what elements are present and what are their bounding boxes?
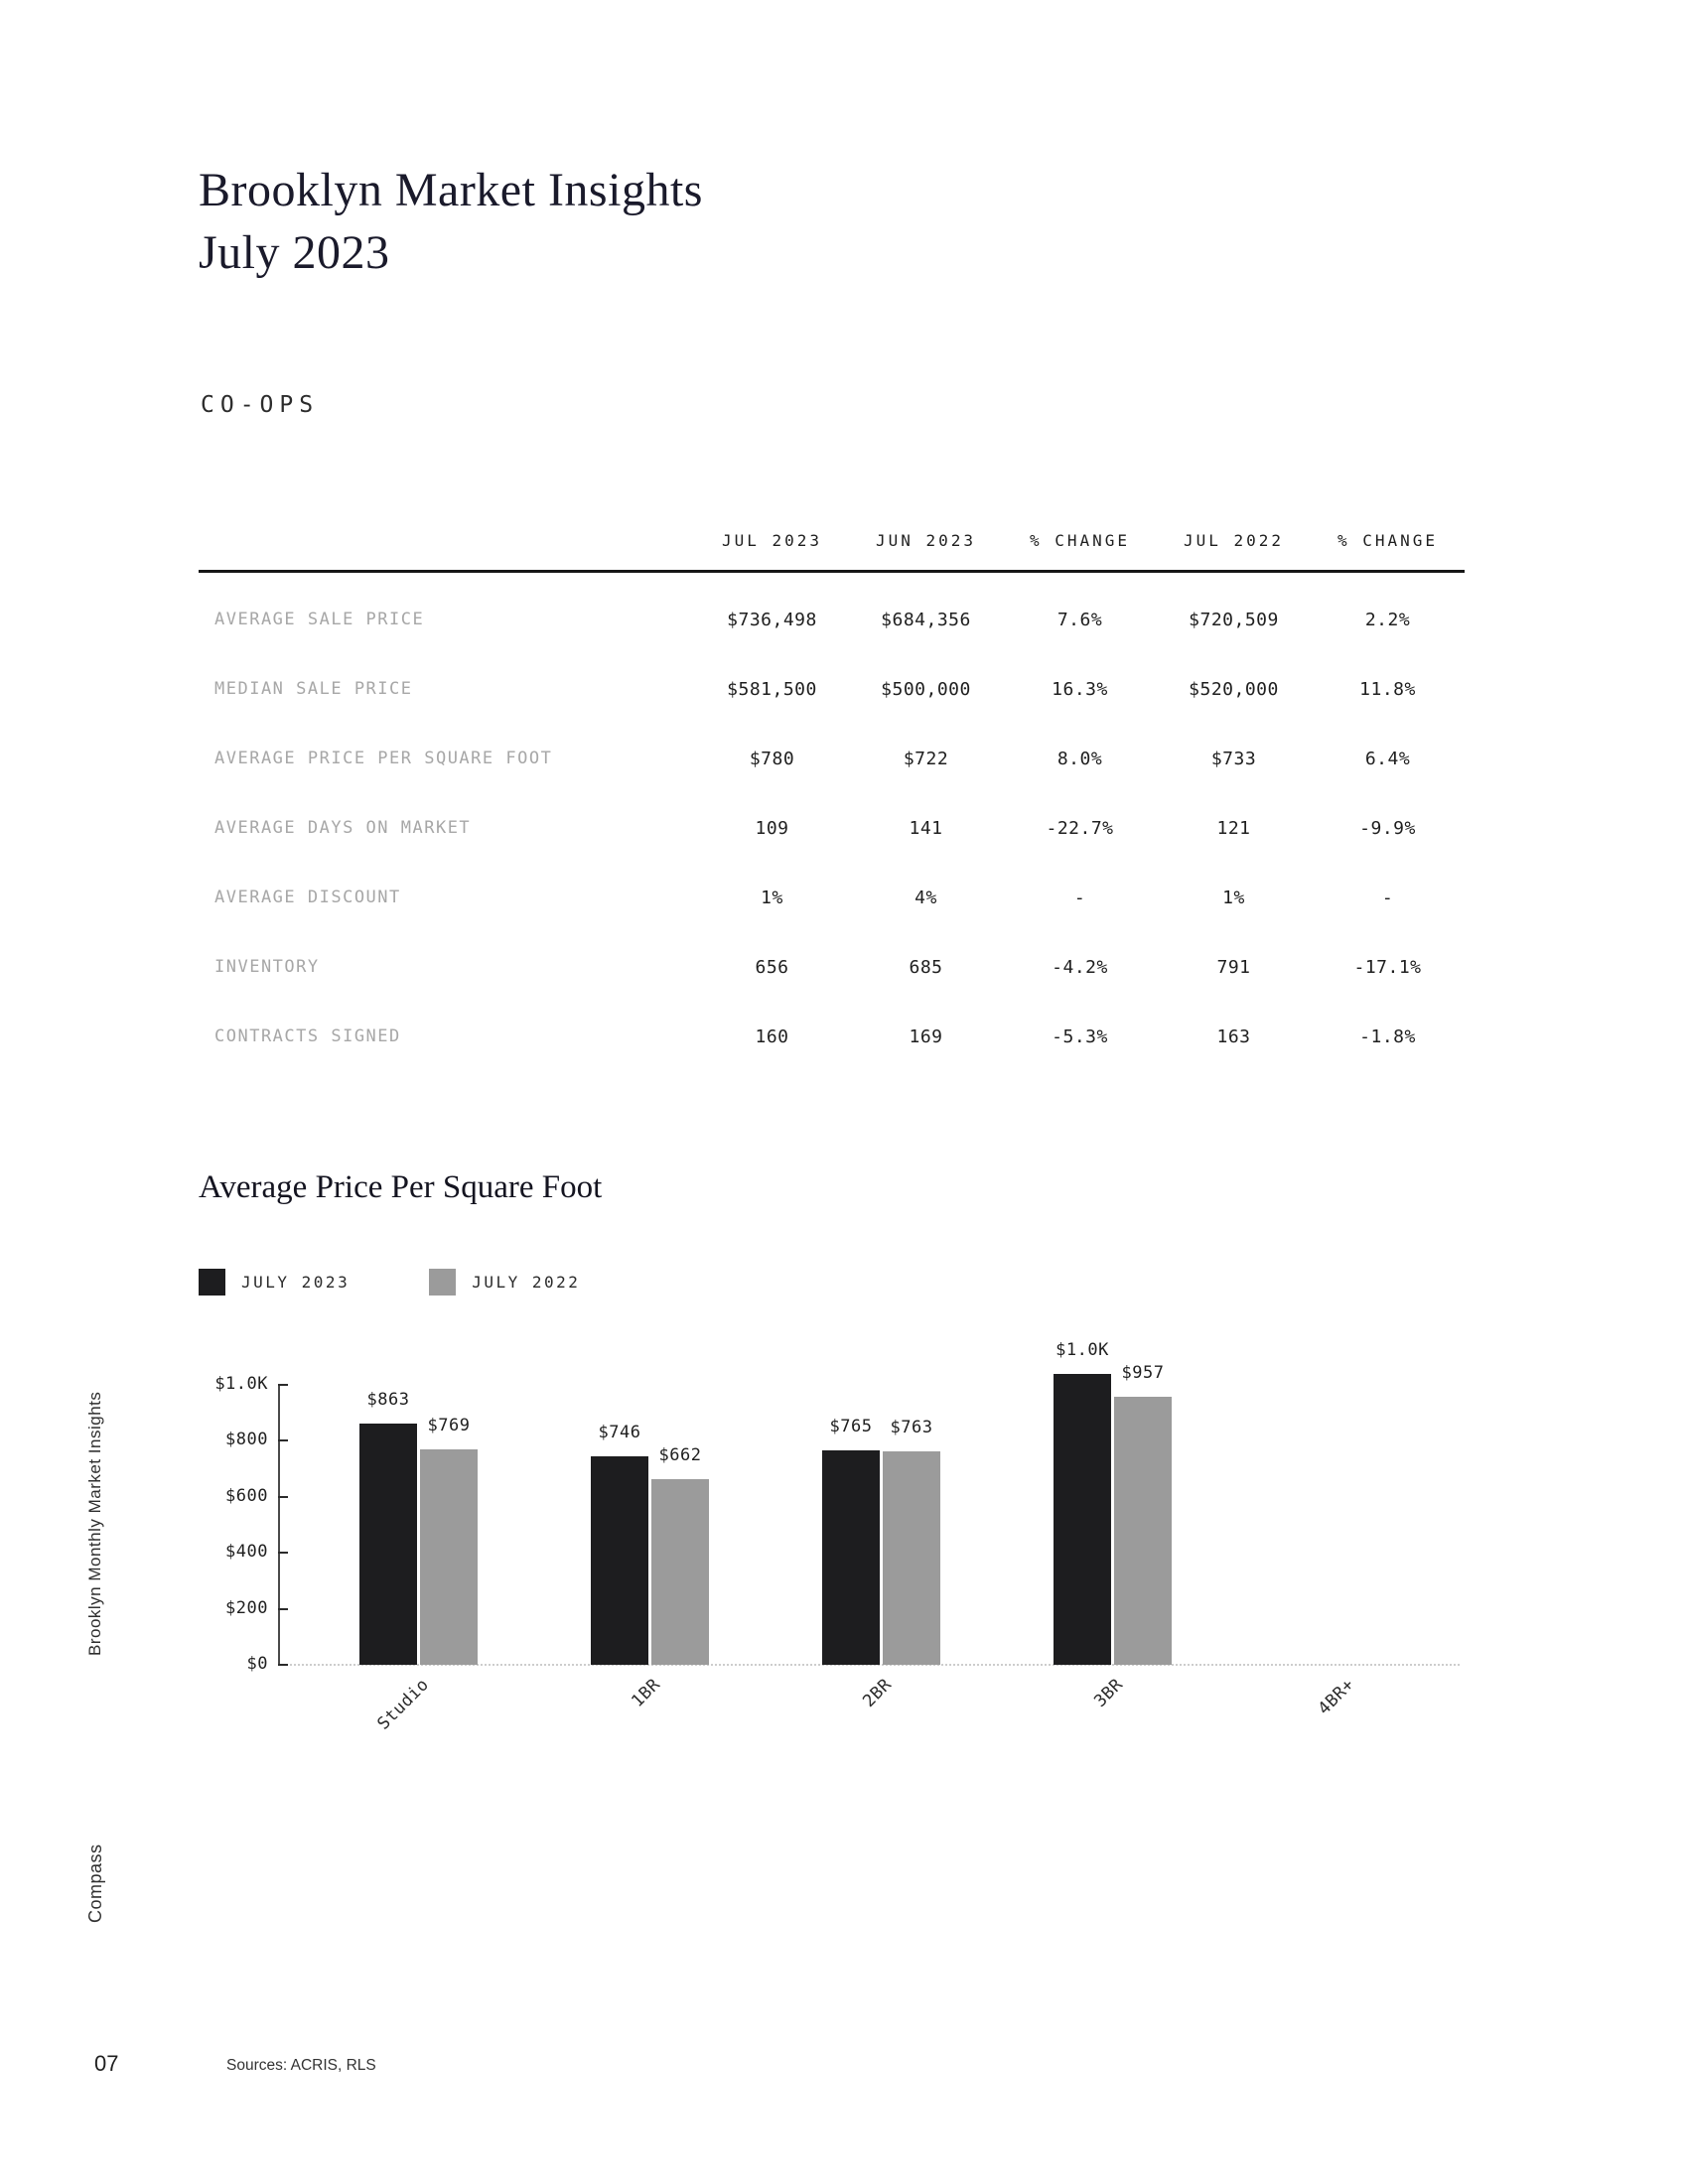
bar-value-label: $957 (1121, 1363, 1165, 1384)
price-per-sqft-chart (199, 1339, 1465, 1734)
chart-groups (278, 1339, 1460, 1734)
bar-july-2023 (1054, 1339, 1111, 1665)
table-cell: $581,500 (727, 678, 817, 700)
table-cell: 1% (1222, 887, 1245, 908)
row-label: AVERAGE SALE PRICE (214, 610, 425, 629)
table-row (199, 863, 1465, 932)
bar-pair (591, 1385, 709, 1665)
table-cell: 656 (755, 956, 789, 978)
column-header-2: JUN 2023 (875, 531, 977, 550)
sources-note: Sources: ACRIS, RLS (226, 2057, 376, 2074)
y-tick-label: $400 (225, 1542, 268, 1563)
table-cell: - (1381, 887, 1394, 908)
table-cell: -1.8% (1359, 1025, 1416, 1047)
table-cell: 169 (909, 1025, 943, 1047)
table-cell: $780 (749, 748, 795, 769)
table-cell: 6.4% (1364, 748, 1411, 769)
table-cell: 109 (755, 817, 789, 839)
column-header-4: JUL 2022 (1183, 531, 1285, 550)
bar-july-2023 (591, 1422, 648, 1665)
row-label: MEDIAN SALE PRICE (214, 679, 413, 699)
y-tick-label: $0 (246, 1654, 268, 1674)
legend-swatch-icon (199, 1269, 225, 1296)
category-label: 3BR (1089, 1675, 1127, 1711)
table-cell: -22.7% (1046, 817, 1114, 839)
legend-swatch-icon (429, 1269, 456, 1296)
chart-group-1br (534, 1385, 766, 1711)
table-cell: 685 (909, 956, 943, 978)
bar-value-label: $769 (427, 1416, 471, 1436)
chart-group-studio (303, 1385, 534, 1734)
chart-title: Average Price Per Square Foot (199, 1169, 603, 1205)
table-header-row (199, 531, 1465, 573)
category-label: Studio (372, 1675, 433, 1734)
table-cell: 8.0% (1056, 748, 1103, 769)
table-cell: $736,498 (727, 609, 817, 630)
coops-metrics-table (199, 531, 1465, 1071)
legend-label: JULY 2023 (241, 1273, 351, 1292)
table-cell: 791 (1216, 956, 1251, 978)
table-cell: 11.8% (1359, 678, 1416, 700)
coops-table-body (199, 573, 1465, 1071)
bar-pair (822, 1385, 940, 1665)
table-row (199, 1002, 1465, 1071)
column-header-5: % CHANGE (1336, 531, 1439, 550)
bar-july-2023 (822, 1417, 880, 1665)
chart-group-4br (1228, 1385, 1460, 1719)
table-cell: 4% (914, 887, 937, 908)
row-label: AVERAGE DAYS ON MARKET (214, 818, 472, 838)
column-header-1: JUL 2023 (721, 531, 823, 550)
table-cell: $500,000 (881, 678, 971, 700)
section-label-coops: CO-OPS (201, 392, 320, 418)
category-label: 1BR (627, 1675, 664, 1711)
table-cell: -5.3% (1052, 1025, 1108, 1047)
bar-value-label: $746 (598, 1422, 641, 1442)
bar-july-2022 (1114, 1363, 1172, 1665)
row-label: AVERAGE PRICE PER SQUARE FOOT (214, 749, 553, 768)
table-cell: $722 (903, 748, 949, 769)
bar-value-label: $662 (658, 1445, 702, 1466)
sidebar-vertical-text: Brooklyn Monthly Market Insights (85, 1391, 104, 1656)
table-cell: 16.3% (1052, 678, 1108, 700)
table-row (199, 654, 1465, 724)
table-cell: $684,356 (881, 609, 971, 630)
page-number: 07 (94, 2051, 119, 2076)
table-row (199, 932, 1465, 1002)
legend-label: JULY 2022 (472, 1273, 581, 1292)
legend-item-1 (199, 1269, 350, 1296)
bar-value-label: $1.0K (1055, 1339, 1109, 1360)
bar-value-label: $863 (366, 1389, 410, 1410)
bar-value-label: $763 (890, 1417, 933, 1437)
table-cell: 1% (761, 887, 783, 908)
table-cell: 141 (909, 817, 943, 839)
table-cell: -9.9% (1359, 817, 1416, 839)
chart-legend (199, 1269, 580, 1296)
category-label: 4BR+ (1314, 1675, 1358, 1719)
chart-group-2br (766, 1385, 997, 1711)
table-cell: $733 (1210, 748, 1257, 769)
column-header-3: % CHANGE (1029, 531, 1131, 550)
y-tick-label: $600 (225, 1485, 268, 1506)
page-title (199, 159, 703, 285)
bar-pair (359, 1385, 478, 1665)
bar-value-label: $765 (829, 1417, 873, 1437)
bar-july-2023 (359, 1389, 417, 1665)
table-cell: 160 (755, 1025, 789, 1047)
table-header-empty (199, 531, 695, 550)
bar-pair (1054, 1339, 1172, 1665)
title-line-1: Brooklyn Market Insights (199, 164, 703, 216)
table-cell: -17.1% (1353, 956, 1422, 978)
bar-july-2022 (651, 1445, 709, 1665)
bar-july-2022 (420, 1416, 478, 1665)
table-cell: 2.2% (1364, 609, 1411, 630)
table-cell: $720,509 (1189, 609, 1279, 630)
sidebar-brand-text: Compass (85, 1843, 105, 1923)
table-row (199, 585, 1465, 654)
bar-july-2022 (883, 1417, 940, 1665)
y-tick-label: $800 (225, 1430, 268, 1450)
row-label: CONTRACTS SIGNED (214, 1026, 401, 1046)
chart-group-3br (997, 1339, 1228, 1711)
y-tick-label: $1.0K (214, 1374, 268, 1394)
table-row (199, 793, 1465, 863)
table-cell: 163 (1216, 1025, 1251, 1047)
table-cell: 121 (1216, 817, 1251, 839)
category-label: 2BR (858, 1675, 896, 1711)
y-tick-label: $200 (225, 1597, 268, 1618)
table-cell: 7.6% (1056, 609, 1103, 630)
row-label: AVERAGE DISCOUNT (214, 887, 401, 907)
table-cell: - (1073, 887, 1086, 908)
table-row (199, 724, 1465, 793)
title-line-2: July 2023 (199, 226, 390, 280)
table-cell: -4.2% (1052, 956, 1108, 978)
chart-plot-area (214, 1339, 1460, 1734)
row-label: INVENTORY (214, 957, 320, 977)
legend-item-2 (429, 1269, 580, 1296)
table-cell: $520,000 (1189, 678, 1279, 700)
